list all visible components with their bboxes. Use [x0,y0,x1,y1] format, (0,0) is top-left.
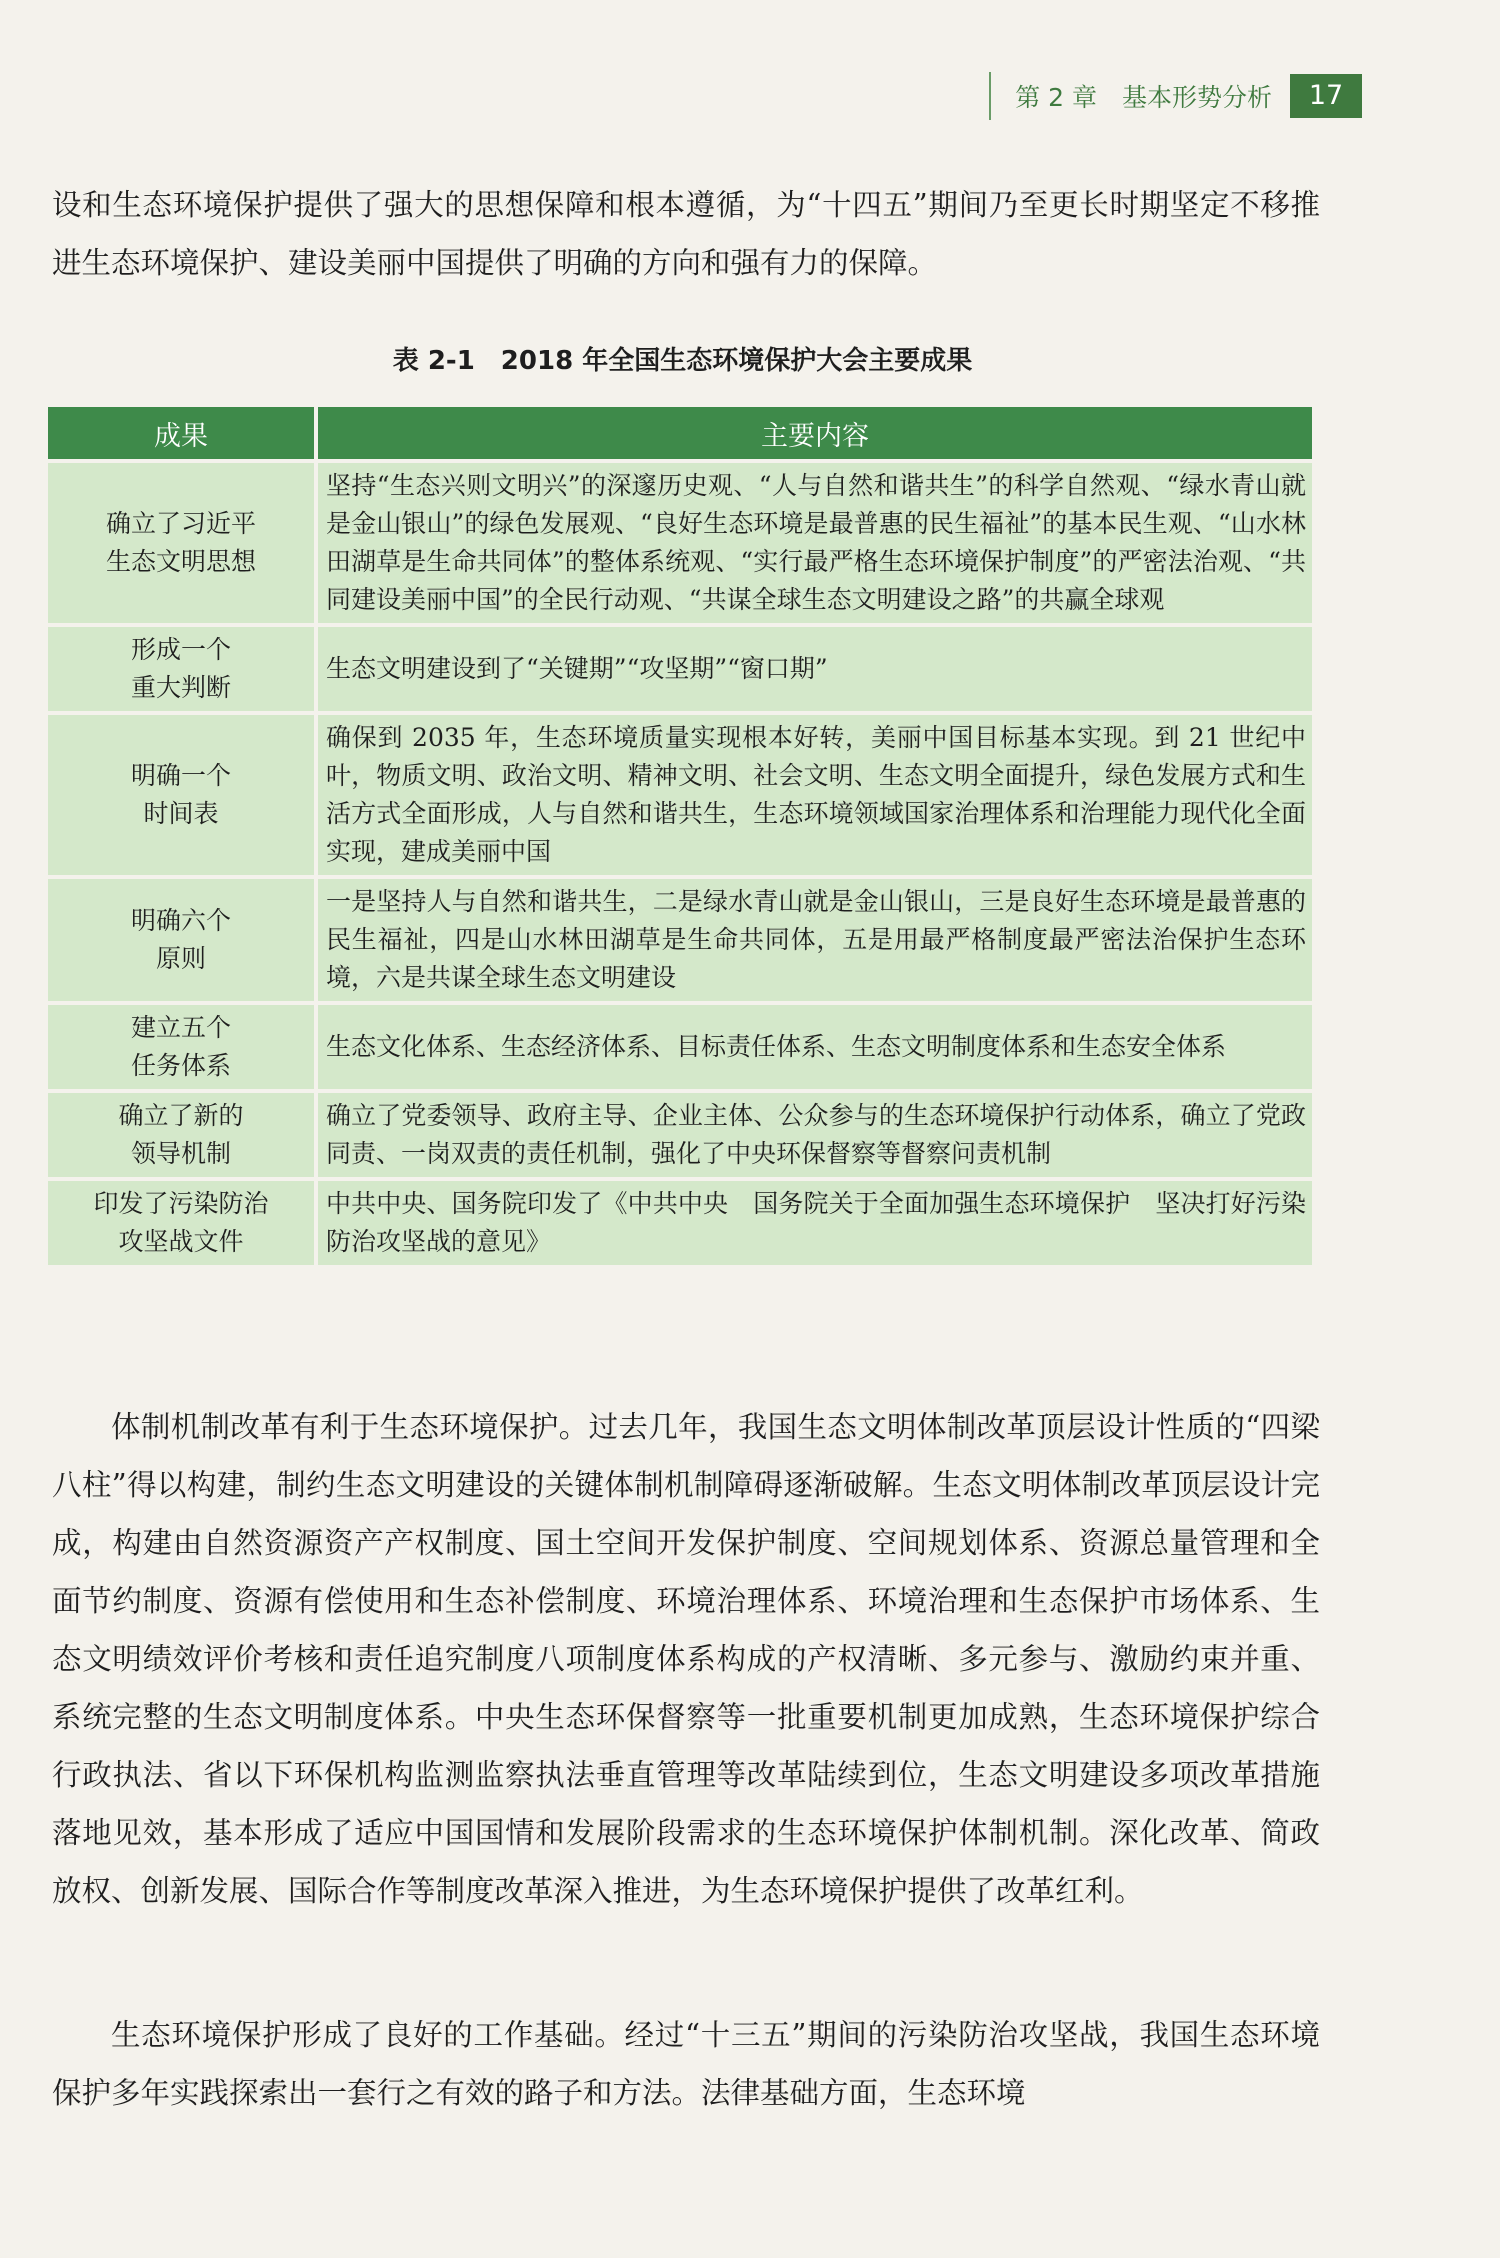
table-row [48,625,1312,713]
result-cell: 建立五个 任务体系 [48,1003,316,1091]
result-cell: 确立了新的 领导机制 [48,1091,316,1179]
content-cell: 坚持“生态兴则文明兴”的深邃历史观、“人与自然和谐共生”的科学自然观、“绿水青山就是金山银山”的绿色发展观、“良好生态环境是最普惠的民生福祉”的基本民生观、“山水林田湖草是生命共同体”的整体系统观、“实行最严格生态环境保护制度”的严密法治观、“共同建设美丽中国”的全民行动观、“共谋全球生态文明建设之路”的共赢全球观 [316,461,1312,625]
table-row [48,877,1312,1003]
table-row [48,1091,1312,1179]
result-cell: 形成一个 重大判断 [48,625,316,713]
content-cell: 生态文化体系、生态经济体系、目标责任体系、生态文明制度体系和生态安全体系 [316,1003,1312,1091]
table-header-row [48,407,1312,461]
body-paragraph-reform: 体制机制改革有利于生态环境保护。过去几年，我国生态文明体制改革顶层设计性质的“四梁八柱”得以构建，制约生态文明建设的关键体制机制障碍逐渐破解。生态文明体制改革顶层设计完成，构建由自然资源资产产权制度、国土空间开发保护制度、空间规划体系、资源总量管理和全面节约制度、资源有偿使用和生态补偿制度、环境治理体系、环境治理和生态保护市场体系、生态文明绩效评价考核和责任追究制度八项制度体系构成的产权清晰、多元参与、激励约束并重、系统完整的生态文明制度体系。中央生态环保督察等一批重要机制更加成熟，生态环境保护综合行政执法、省以下环保机构监测监察执法垂直管理等改革陆续到位，生态文明建设多项改革措施落地见效，基本形成了适应中国国情和发展阶段需求的生态环境保护体制机制。深化改革、简政放权、创新发展、国际合作等制度改革深入推进，为生态环境保护提供了改革红利。 [52,1410,1320,1908]
content-cell: 确保到 2035 年，生态环境质量实现根本好转，美丽中国目标基本实现。到 21 世纪中叶，物质文明、政治文明、精神文明、社会文明、生态文明全面提升，绿色发展方式和生活方式全面形成，人与自然和谐共生，生态环境领域国家治理体系和治理能力现代化全面实现，建成美丽中国 [316,713,1312,877]
results-table [48,407,1312,1265]
table-caption: 表 2-1 2018 年全国生态环境保护大会主要成果 [392,346,973,376]
header-result: 成果 [48,407,316,461]
page-number: 17 [1290,74,1362,118]
result-cell: 明确六个 原则 [48,877,316,1003]
content-cell: 确立了党委领导、政府主导、企业主体、公众参与的生态环境保护行动体系，确立了党政同责、一岗双责的责任机制，强化了中央环保督察等督察问责机制 [316,1091,1312,1179]
content-cell: 生态文明建设到了“关键期”“攻坚期”“窗口期” [316,625,1312,713]
chapter-title: 第 2 章 基本形势分析 [1015,83,1272,112]
running-header [989,72,1362,120]
table-row [48,461,1312,625]
content-cell: 中共中央、国务院印发了《中共中央 国务院关于全面加强生态环境保护 坚决打好污染防治攻坚战的意见》 [316,1179,1312,1265]
table-row [48,713,1312,877]
result-cell: 明确一个 时间表 [48,713,316,877]
body-paragraph-foundation: 生态环境保护形成了良好的工作基础。经过“十三五”期间的污染防治攻坚战，我国生态环境保护多年实践探索出一套行之有效的路子和方法。法律基础方面，生态环境 [52,2018,1320,2110]
intro-paragraph: 设和生态环境保护提供了强大的思想保障和根本遵循，为“十四五”期间乃至更长时期坚定不移推进生态环境保护、建设美丽中国提供了明确的方向和强有力的保障。 [52,188,1320,280]
content-cell: 一是坚持人与自然和谐共生，二是绿水青山就是金山银山，三是良好生态环境是最普惠的民生福祉，四是山水林田湖草是生命共同体，五是用最严格制度最严密法治保护生态环境，六是共谋全球生态文明建设 [316,877,1312,1003]
header-content: 主要内容 [316,407,1312,461]
table-row [48,1003,1312,1091]
result-cell: 印发了污染防治 攻坚战文件 [48,1179,316,1265]
header-divider [989,72,991,120]
result-cell: 确立了习近平 生态文明思想 [48,461,316,625]
table-row [48,1179,1312,1265]
